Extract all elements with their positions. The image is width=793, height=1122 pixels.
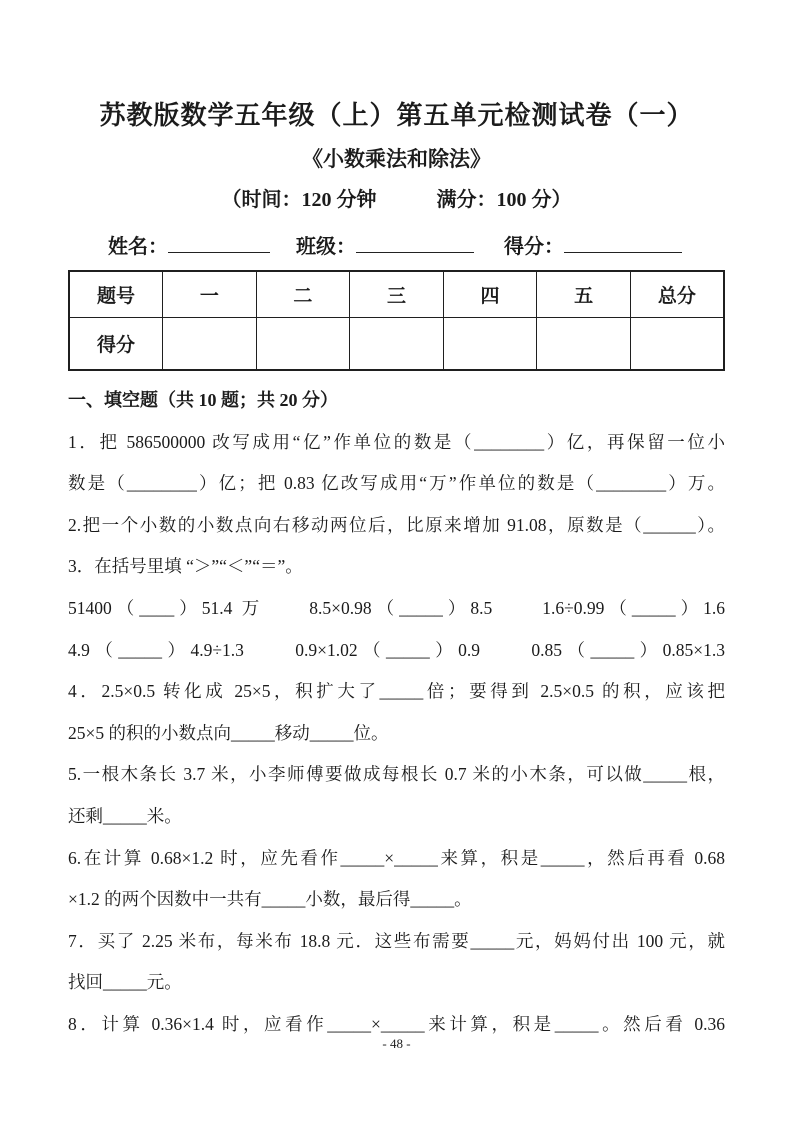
score-table-header-cell: 题号 [69, 271, 163, 318]
score-row-label: 得分 [69, 318, 163, 371]
question-4-line-2: 25×5 的积的小数点向_____移动_____位。 [68, 722, 389, 743]
score-summary-table [68, 270, 725, 371]
question-7-line-2: 找回_____元。 [68, 972, 182, 993]
score-table-header-cell: 五 [537, 271, 631, 318]
score-label: 得分： [504, 236, 564, 258]
question-4-line-1: 4．2.5×0.5 转化成 25×5，积扩大了_____倍；要得到 2.5×0.5 的积，应该把 [68, 681, 725, 702]
score-table-header-cell: 四 [443, 271, 537, 318]
question-6-line-1: 6.在计算 0.68×1.2 时，应先看作_____×_____来算，积是_____，然后再看 0.68 [68, 847, 725, 868]
question-3-line: 3．在括号里填 “＞”“＜”“＝”。 [68, 556, 303, 577]
page-subtitle: 《小数乘法和除法》 [302, 147, 491, 171]
page-number: - 48 - [382, 1036, 411, 1051]
score-cell [443, 318, 537, 371]
score-cell [630, 318, 724, 371]
score-table-header-cell: 二 [256, 271, 350, 318]
score-cell [537, 318, 631, 371]
question-3-compare-row-1: 51400（____）51.4 万 8.5×0.98（_____）8.5 1.6÷0.99（_____）1.6 [68, 597, 725, 618]
question-5-line-1: 5.一根木条长 3.7 米，小李师傅要做成每根长 0.7 米的小木条，可以做_____根， [68, 764, 725, 785]
score-cell [350, 318, 444, 371]
page-title: 苏教版数学五年级（上）第五单元检测试卷（一） [99, 101, 694, 130]
fill-blanks-section [68, 380, 725, 1046]
question-1-line-1: 1．把 586500000 改写成用“亿”作单位的数是（________）亿，再保留一位小 [68, 431, 725, 452]
score-table-header-row [69, 271, 724, 318]
section-1-heading: 一、填空题（共 10 题；共 20 分） [68, 390, 338, 410]
class-blank-line [356, 233, 474, 253]
class-label: 班级： [296, 236, 356, 258]
score-blank-line [564, 233, 682, 253]
name-label: 姓名： [108, 236, 168, 258]
score-table-score-row [69, 318, 724, 371]
question-2-line: 2.把一个小数的小数点向右移动两位后，比原来增加 91.08，原数是（______）。 [68, 514, 725, 535]
question-5-line-2: 还剩_____米。 [68, 805, 182, 826]
question-3-compare-row-2: 4.9（_____）4.9÷1.3 0.9×1.02（_____）0.9 0.85（_____）0.85×1.3 [68, 639, 725, 660]
question-6-line-2: ×1.2 的两个因数中一共有_____小数，最后得_____。 [68, 889, 472, 910]
student-info-row [108, 233, 725, 260]
score-cell [256, 318, 350, 371]
question-7-line-1: 7．买了 2.25 米布，每米布 18.8 元．这些布需要_____元，妈妈付出 100 元，就 [68, 930, 725, 951]
name-blank-line [168, 233, 270, 253]
score-table-header-cell: 总分 [630, 271, 724, 318]
score-table-header-cell: 三 [350, 271, 444, 318]
score-table-header-cell: 一 [163, 271, 257, 318]
exam-meta-line: （时间：120 分钟 满分：100 分） [221, 189, 572, 211]
score-cell [163, 318, 257, 371]
question-8-line-1: 8．计算 0.36×1.4 时，应看作_____×_____来计算，积是_____。然后看 0.36 [68, 1013, 725, 1034]
question-1-line-2: 数是（________）亿；把 0.83 亿改写成用“万”作单位的数是（________）万。 [68, 473, 725, 494]
